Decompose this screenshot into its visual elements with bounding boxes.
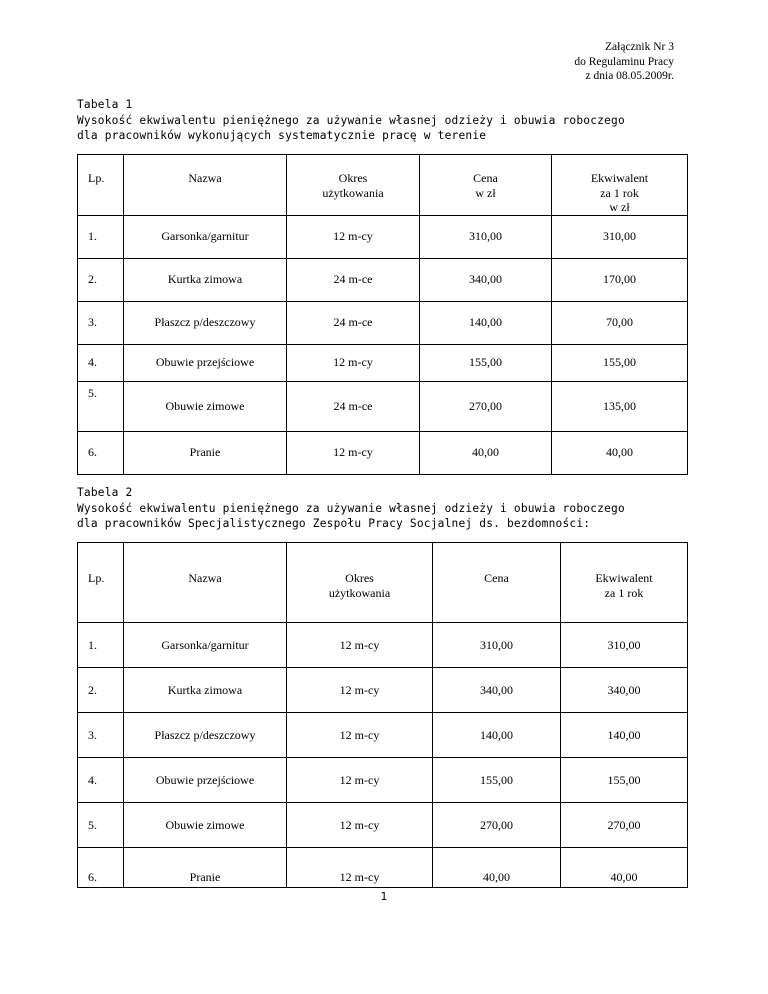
table2-header-lp: Lp. bbox=[78, 543, 124, 623]
table1 bbox=[77, 154, 688, 475]
table1-cell-name: Obuwie zimowe bbox=[124, 381, 287, 431]
table2-cell-price: 310,00 bbox=[433, 623, 561, 668]
table2-header-row bbox=[78, 543, 688, 623]
table2-cell-price: 340,00 bbox=[433, 668, 561, 713]
table2-cell-period: 12 m-cy bbox=[287, 803, 433, 848]
table1-header-equiv-line-3: w zł bbox=[609, 200, 630, 214]
table1-header-equiv-line-1: Ekwiwalent bbox=[590, 171, 649, 185]
table2-cell-lp: 4. bbox=[78, 758, 124, 803]
table1-header-period-line-1: Okres bbox=[338, 171, 368, 185]
table2-cell-name: Płaszcz p/deszczowy bbox=[124, 713, 287, 758]
table1-cell-name: Obuwie przejściowe bbox=[124, 344, 287, 381]
table1-row bbox=[78, 301, 688, 344]
annex-header bbox=[574, 40, 674, 84]
annex-line-2: do Regulaminu Pracy bbox=[574, 55, 674, 68]
table1-title-line-3: dla pracowników wykonujących systematycznie pracę w terenie bbox=[77, 129, 487, 142]
table2-cell-equiv: 140,00 bbox=[561, 713, 688, 758]
table2-cell-price: 40,00 bbox=[433, 848, 561, 888]
page-number: 1 bbox=[380, 890, 388, 903]
table1-row bbox=[78, 258, 688, 301]
table2-cell-period: 12 m-cy bbox=[287, 623, 433, 668]
table1-cell-price: 310,00 bbox=[420, 215, 552, 258]
table2-header-name: Nazwa bbox=[124, 543, 287, 623]
table1-cell-equiv: 155,00 bbox=[552, 344, 688, 381]
annex-line-3: z dnia 08.05.2009r. bbox=[585, 70, 674, 82]
table2-cell-price: 270,00 bbox=[433, 803, 561, 848]
table2-header-period-line-1: Okres bbox=[345, 571, 374, 585]
table2-cell-lp: 5. bbox=[78, 803, 124, 848]
table2-cell-period: 12 m-cy bbox=[287, 713, 433, 758]
table2-title-line-3: dla pracowników Specjalistycznego Zespołu Pracy Socjalnej ds. bezdomności: bbox=[77, 517, 591, 530]
table2-cell-equiv: 340,00 bbox=[561, 668, 688, 713]
table1-row bbox=[78, 344, 688, 381]
table2-header-period-line-2: użytkowania bbox=[328, 585, 391, 600]
table1-cell-lp: 2. bbox=[78, 258, 124, 301]
table1-cell-name: Pranie bbox=[124, 431, 287, 474]
table1-header-row bbox=[78, 155, 688, 216]
table1-cell-period: 12 m-cy bbox=[287, 431, 420, 474]
table2-title-line-1: Tabela 2 bbox=[77, 486, 133, 499]
table1-header-name: Nazwa bbox=[124, 155, 287, 216]
table2-row bbox=[78, 623, 688, 668]
table2-header-price: Cena bbox=[433, 543, 561, 623]
table2-cell-equiv: 310,00 bbox=[561, 623, 688, 668]
table2-row bbox=[78, 848, 688, 888]
table2-cell-lp: 2. bbox=[78, 668, 124, 713]
table2-row bbox=[78, 758, 688, 803]
table1-header-lp: Lp. bbox=[78, 155, 124, 216]
table1-cell-equiv: 135,00 bbox=[552, 381, 688, 431]
table2-cell-equiv: 155,00 bbox=[561, 758, 688, 803]
table2-cell-name: Kurtka zimowa bbox=[124, 668, 287, 713]
table2-title bbox=[77, 485, 697, 532]
table1-cell-lp: 6. bbox=[78, 431, 124, 474]
table2-header-equiv-line-2: za 1 rok bbox=[604, 585, 644, 600]
table2-header-period bbox=[287, 543, 433, 623]
table1-cell-period: 24 m-ce bbox=[287, 258, 420, 301]
table1-cell-name: Kurtka zimowa bbox=[124, 258, 287, 301]
table1-cell-lp: 5. bbox=[78, 381, 124, 431]
table2-cell-equiv: 270,00 bbox=[561, 803, 688, 848]
table1-title bbox=[77, 97, 697, 144]
table1-cell-equiv: 40,00 bbox=[552, 431, 688, 474]
table1-header-period bbox=[287, 155, 420, 216]
table1-cell-price: 155,00 bbox=[420, 344, 552, 381]
table2-cell-price: 155,00 bbox=[433, 758, 561, 803]
table1-title-line-2: Wysokość ekwiwalentu pieniężnego za używanie własnej odzieży i obuwia roboczego bbox=[77, 113, 625, 127]
table2-row bbox=[78, 668, 688, 713]
table1-cell-period: 12 m-cy bbox=[287, 344, 420, 381]
table1-cell-price: 40,00 bbox=[420, 431, 552, 474]
table2-row bbox=[78, 803, 688, 848]
table2-cell-lp: 3. bbox=[78, 713, 124, 758]
table1-row bbox=[78, 215, 688, 258]
table1-cell-name: Garsonka/garnitur bbox=[124, 215, 287, 258]
table1-cell-lp: 1. bbox=[78, 215, 124, 258]
table1-cell-period: 24 m-ce bbox=[287, 381, 420, 431]
table2-cell-period: 12 m-cy bbox=[287, 668, 433, 713]
table1-cell-price: 340,00 bbox=[420, 258, 552, 301]
table2-cell-equiv: 40,00 bbox=[561, 848, 688, 888]
table2 bbox=[77, 542, 688, 888]
table2-cell-name: Garsonka/garnitur bbox=[124, 623, 287, 668]
table1-header-equiv-line-2: za 1 rok bbox=[600, 185, 639, 200]
table1-cell-price: 270,00 bbox=[420, 381, 552, 431]
table1-header-period-line-2: użytkowania bbox=[322, 185, 384, 200]
annex-line-1: Załącznik Nr 3 bbox=[605, 41, 674, 53]
table1-header-price-line-2: w zł bbox=[475, 185, 496, 200]
table2-cell-lp: 1. bbox=[78, 623, 124, 668]
table1-cell-period: 24 m-ce bbox=[287, 301, 420, 344]
table2-header-equiv bbox=[561, 543, 688, 623]
table1-cell-price: 140,00 bbox=[420, 301, 552, 344]
table1-title-line-1: Tabela 1 bbox=[77, 98, 133, 111]
table1-row bbox=[78, 431, 688, 474]
table2-cell-period: 12 m-cy bbox=[287, 848, 433, 888]
table2-cell-price: 140,00 bbox=[433, 713, 561, 758]
table1-header-price-line-1: Cena bbox=[473, 171, 498, 185]
table1-cell-equiv: 70,00 bbox=[552, 301, 688, 344]
table1-header-equiv bbox=[552, 155, 688, 216]
table2-title-line-2: Wysokość ekwiwalentu pieniężnego za używanie własnej odzieży i obuwia roboczego bbox=[77, 501, 625, 515]
table2-header-equiv-line-1: Ekwiwalent bbox=[595, 571, 653, 585]
table1-cell-lp: 3. bbox=[78, 301, 124, 344]
table1-cell-name: Płaszcz p/deszczowy bbox=[124, 301, 287, 344]
table1-row bbox=[78, 381, 688, 431]
table2-row bbox=[78, 713, 688, 758]
table1-cell-equiv: 310,00 bbox=[552, 215, 688, 258]
table2-cell-name: Obuwie zimowe bbox=[124, 803, 287, 848]
table1-cell-lp: 4. bbox=[78, 344, 124, 381]
table2-cell-lp: 6. bbox=[78, 848, 124, 888]
table1-cell-equiv: 170,00 bbox=[552, 258, 688, 301]
table2-cell-name: Pranie bbox=[124, 848, 287, 888]
table1-cell-period: 12 m-cy bbox=[287, 215, 420, 258]
table2-cell-period: 12 m-cy bbox=[287, 758, 433, 803]
table1-header-price bbox=[420, 155, 552, 216]
table2-cell-name: Obuwie przejściowe bbox=[124, 758, 287, 803]
